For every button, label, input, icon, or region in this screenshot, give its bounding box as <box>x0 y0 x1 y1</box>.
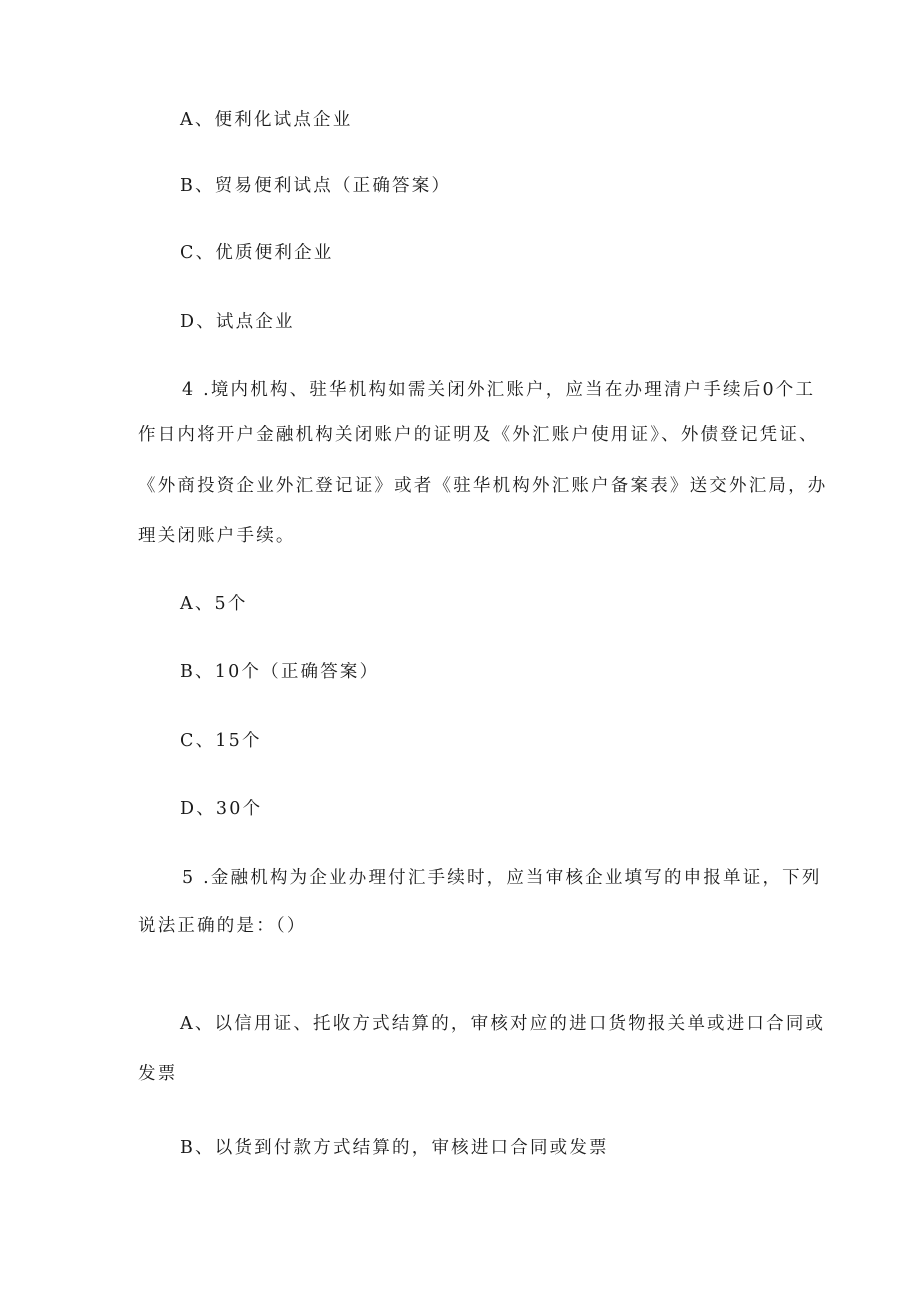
q4-stem-line-1: 4 .境内机构、驻华机构如需关闭外汇账户，应当在办理清户手续后0个工 <box>182 380 816 400</box>
q4-stem-line-4: 理关闭账户手续。 <box>138 526 296 546</box>
q3-option-a: A、便利化试点企业 <box>180 110 353 130</box>
q4-option-a: A、5个 <box>180 594 248 614</box>
q5-stem-line-1: 5 .金融机构为企业办理付汇手续时，应当审核企业填写的申报单证，下列 <box>182 868 822 888</box>
q3-option-d: D、试点企业 <box>180 312 295 332</box>
q5-option-a-line-1: A、以信用证、托收方式结算的，审核对应的进口货物报关单或进口合同或 <box>180 1014 826 1034</box>
q3-option-c: C、优质便利企业 <box>180 243 334 263</box>
q5-option-b: B、以货到付款方式结算的，审核进口合同或发票 <box>180 1138 609 1158</box>
q4-option-d: D、30个 <box>180 799 263 819</box>
q5-option-a-line-2: 发票 <box>138 1064 178 1084</box>
q4-stem-line-3: 《外商投资企业外汇登记证》或者《驻华机构外汇账户备案表》送交外汇局，办 <box>138 476 828 496</box>
q5-stem-line-2: 说法正确的是：（） <box>138 916 307 936</box>
q4-stem-line-2: 作日内将开户金融机构关闭账户的证明及《外汇账户使用证》、外债登记凭证、 <box>138 425 819 445</box>
q4-option-c: C、15个 <box>180 731 262 751</box>
q3-option-b: B、贸易便利试点（正确答案） <box>180 176 452 196</box>
q4-option-b: B、10个（正确答案） <box>180 662 380 682</box>
